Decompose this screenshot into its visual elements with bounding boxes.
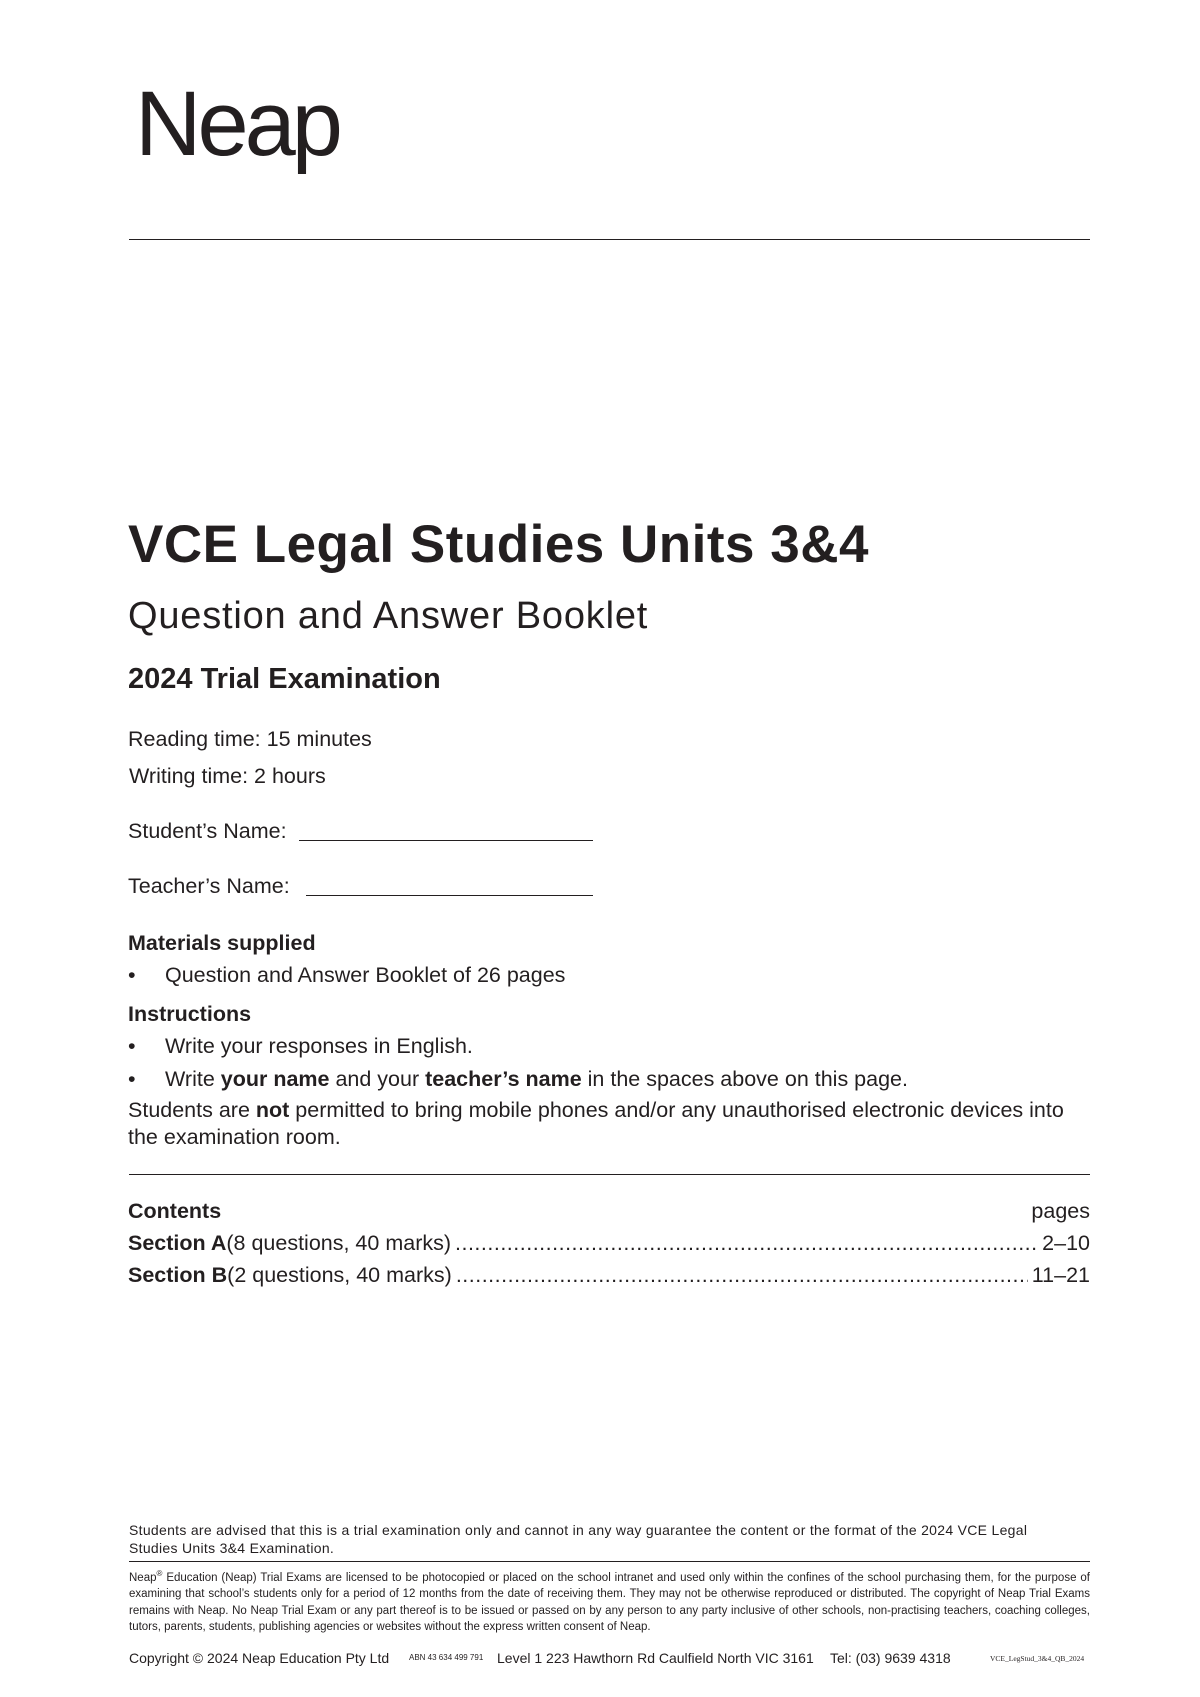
exam-subtitle: Question and Answer Booklet xyxy=(128,595,649,637)
footer-tel: Tel: (03) 9639 4318 xyxy=(830,1650,951,1666)
contents-pages: 11–21 xyxy=(1031,1263,1090,1287)
bullet-dot: • xyxy=(128,1034,136,1058)
footer-divider xyxy=(129,1561,1090,1562)
student-name-label: Student’s Name: xyxy=(128,819,287,843)
student-name-field[interactable] xyxy=(299,820,593,841)
trial-disclaimer: Students are advised that this is a trial examination only and cannot in any way guarantee the content or the format of the 2024 VCE Legal Studies Units 3&4 Examination. xyxy=(129,1522,1028,1556)
instruction-item-text: Write your name and your teacher’s name in the spaces above on this page. xyxy=(165,1067,908,1091)
footer-address: Level 1 223 Hawthorn Rd Caulfield North VIC 3161 xyxy=(497,1650,814,1666)
dot-leader xyxy=(456,1265,1028,1287)
contents-row xyxy=(128,1233,1090,1255)
materials-item xyxy=(128,965,1028,989)
contents-heading: Contents xyxy=(128,1199,222,1223)
materials-item-text: Question and Answer Booklet of 26 pages xyxy=(165,963,566,987)
instructions-heading: Instructions xyxy=(128,1002,252,1026)
header-divider xyxy=(129,239,1090,240)
devices-note: Students are not permitted to bring mobile phones and/or any unauthorised electronic devices into the examination room. xyxy=(128,1098,1064,1149)
contents-divider xyxy=(129,1174,1090,1175)
instruction-item-text: Write your responses in English. xyxy=(165,1034,473,1058)
bullet-dot: • xyxy=(128,963,136,987)
teacher-name-field[interactable] xyxy=(306,875,593,896)
contents-detail: (8 questions, 40 marks) xyxy=(226,1231,452,1255)
exam-trial-label: 2024 Trial Examination xyxy=(128,663,441,695)
footer-abn: ABN 43 634 499 791 xyxy=(409,1653,484,1662)
license-text: Neap® Education (Neap) Trial Exams are licensed to be photocopied or placed on the school intranet and used only within the confines of the school purchasing them, for the purpose of examining that school’s students only for a period of 12 months from the date of receiving them. They may not be otherwise reproduced or distributed. The copyright of Neap Trial Exams remains with Neap. No Neap Trial Exam or any part thereof is to be issued or passed on by any person to any party inclusive of other schools, non-practising teachers, coaching colleges, tutors, parents, students, publishing agencies or websites without the express written consent of Neap. xyxy=(129,1569,1090,1634)
contents-row xyxy=(128,1265,1090,1287)
exam-title: VCE Legal Studies Units 3&4 xyxy=(128,515,869,574)
instruction-item xyxy=(128,1036,1028,1060)
materials-heading: Materials supplied xyxy=(128,931,316,955)
writing-time: Writing time: 2 hours xyxy=(129,764,326,788)
teacher-name-label: Teacher’s Name: xyxy=(128,874,290,898)
reading-time: Reading time: 15 minutes xyxy=(128,727,372,751)
contents-pages: 2–10 xyxy=(1042,1231,1090,1255)
instruction-item xyxy=(128,1069,1028,1093)
footer-copyright: Copyright © 2024 Neap Education Pty Ltd xyxy=(129,1650,390,1666)
footer-code: VCE_LegStud_3&4_QB_2024 xyxy=(990,1654,1085,1663)
contents-section: Section A xyxy=(128,1231,227,1255)
bullet-dot: • xyxy=(128,1067,136,1091)
dot-leader xyxy=(455,1233,1038,1255)
contents-detail: (2 questions, 40 marks) xyxy=(227,1263,452,1287)
neap-logo: Neap xyxy=(135,73,339,175)
contents-section: Section B xyxy=(128,1263,228,1287)
contents-header xyxy=(128,1201,1090,1223)
pages-heading: pages xyxy=(1031,1199,1090,1223)
